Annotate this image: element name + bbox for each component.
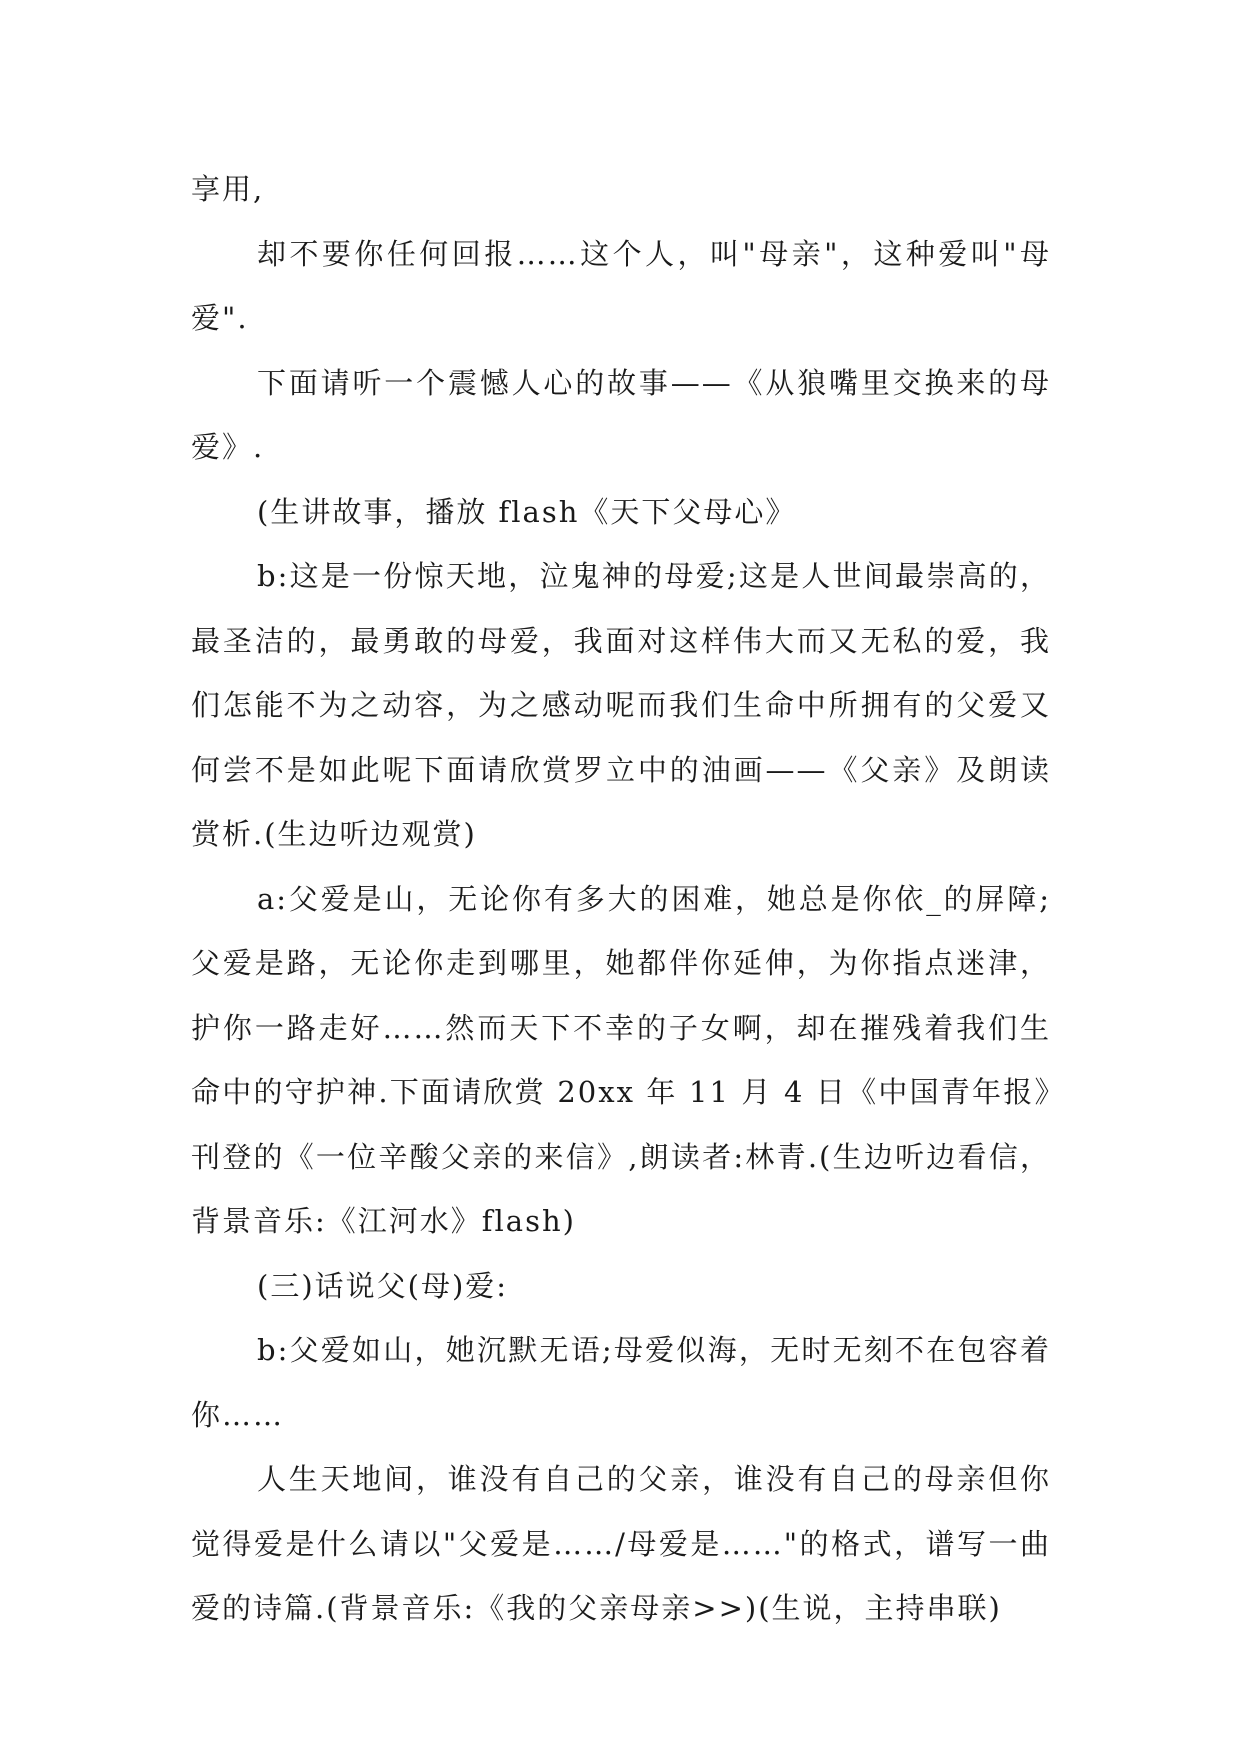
document-page [191, 157, 1051, 1641]
paragraph-5: b:这是一份惊天地，泣鬼神的母爱;这是人世间最崇高的，最圣洁的，最勇敢的母爱，我面对这样伟大而又无私的爱，我们怎能不为之动容，为之感动呢而我们生命中所拥有的父爱又何尝不是如此呢下面请欣赏罗立中的油画——《父亲》及朗读赏析.(生边听边观赏) [191, 559, 1051, 851]
paragraph-3: 下面请听一个震憾人心的故事——《从狼嘴里交换来的母爱》. [191, 365, 1051, 464]
paragraph-4: (生讲故事，播放 flash《天下父母心》 [257, 494, 797, 529]
paragraph-8: b:父爱如山，她沉默无语;母爱似海，无时无刻不在包容着你…… [191, 1333, 1051, 1432]
paragraph-2: 却不要你任何回报……这个人，叫"母亲"，这种爱叫"母爱". [191, 236, 1051, 335]
paragraph-9: 人生天地间，谁没有自己的父亲，谁没有自己的母亲但你觉得爱是什么请以"父爱是……/母爱是……"的格式，谱写一曲爱的诗篇.(背景音乐:《我的父亲母亲>>)(生说，主持串联) [191, 1462, 1051, 1625]
paragraph-1: 享用, [191, 172, 265, 206]
paragraph-7: (三)话说父(母)爱: [257, 1268, 509, 1303]
paragraph-6: a:父爱是山，无论你有多大的困难，她总是你依_的屏障;父爱是路，无论你走到哪里，她都伴你延伸，为你指点迷津，护你一路走好……然而天下不幸的子女啊，却在摧残着我们生命中的守护神.下面请欣赏 20xx 年 11 月 4 日《中国青年报》刊登的《一位辛酸父亲的来信》,朗读者:林青.(生边听边看信，背景音乐:《江河水》flash) [191, 881, 1051, 1238]
